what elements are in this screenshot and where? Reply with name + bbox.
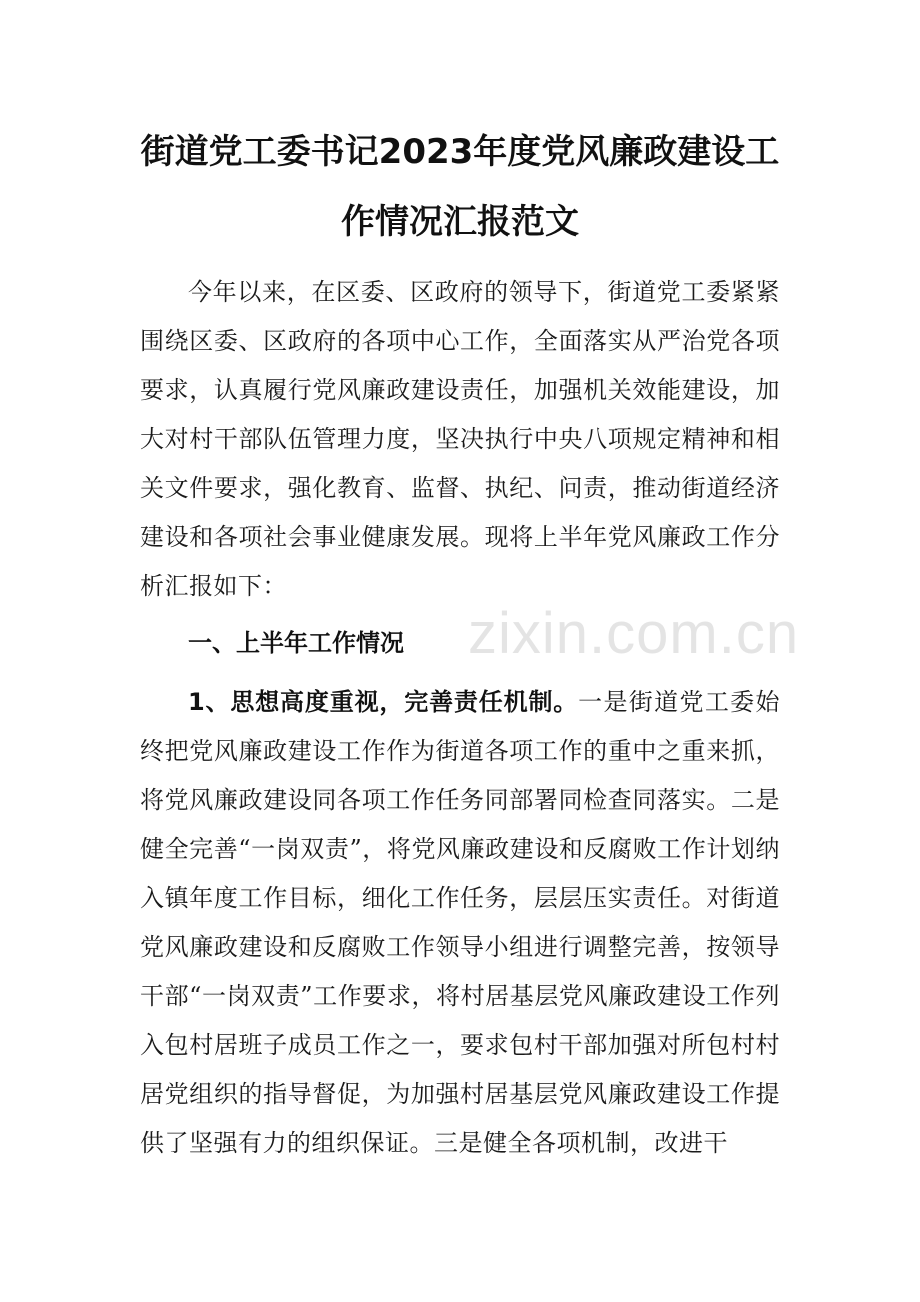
item-1-body: 一是街道党工委始终把党风廉政建设工作作为街道各项工作的重中之重来抓，将党风廉政建设同各项工作任务同部署同检查同落实。二是健全完善“一岗双责”，将党风廉政建设和反腐败工作计划纳入镇年度工作目标，细化工作任务，层层压实责任。对街道党风廉政建设和反腐败工作领导小组进行调整完善，按领导干部“一岗双责”工作要求，将村居基层党风廉政建设工作列入包村居班子成员工作之一，要求包村干部加强对所包村村居党组织的指导督促，为加强村居基层党风廉政建设工作提供了坚强有力的组织保证。三是健全各项机制，改进干 — [140, 688, 780, 1157]
intro-paragraph: 今年以来，在区委、区政府的领导下，街道党工委紧紧围绕区委、区政府的各项中心工作，全面落实从严治党各项要求，认真履行党风廉政建设责任，加强机关效能建设，加大对村干部队伍管理力度，坚决执行中央八项规定精神和相关文件要求，强化教育、监督、执纪、问责，推动街道经济建设和各项社会事业健康发展。现将上半年党风廉政工作分析汇报如下： — [140, 278, 780, 600]
item-1-lead: 1、思想高度重视，完善责任机制。 — [188, 688, 579, 716]
document-title-line-1: 街道党工委书记2023年度党风廉政建设工 — [140, 132, 780, 172]
document-title-line-2: 作情况汇报范文 — [341, 202, 579, 242]
watermark-text: zixin.com.cn — [468, 601, 800, 666]
section-heading: 一、上半年工作情况 — [188, 629, 404, 657]
item-1-paragraph — [140, 678, 780, 1168]
